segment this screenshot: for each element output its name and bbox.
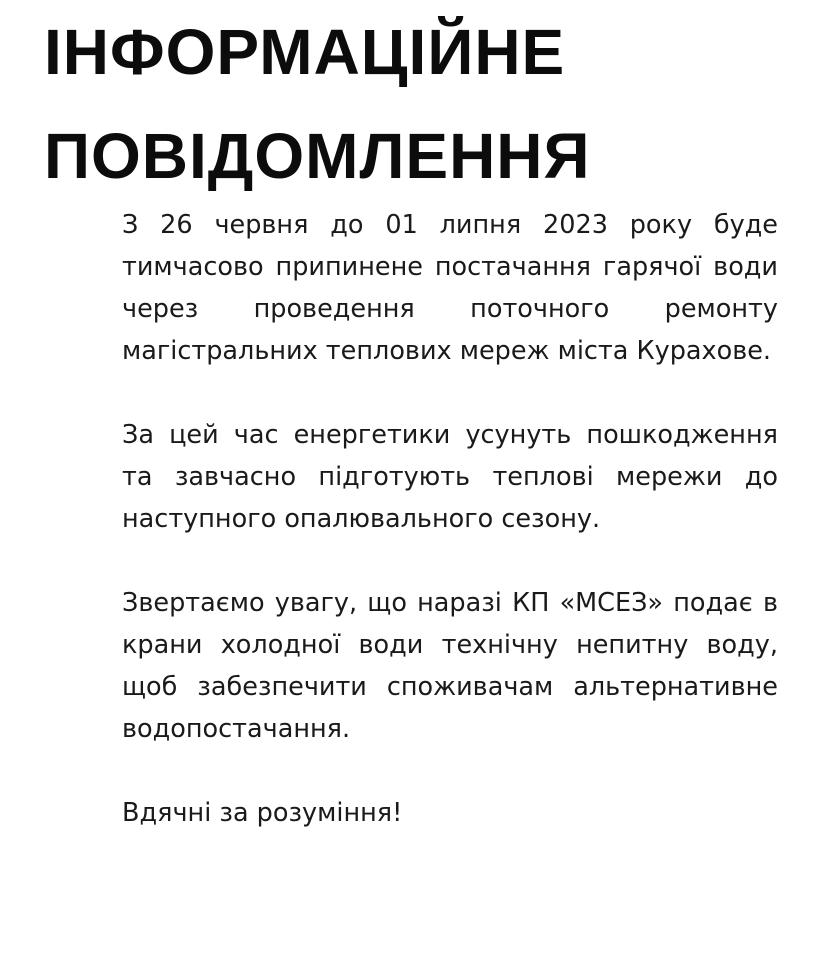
notice-title — [44, 0, 591, 208]
paragraph-outage-dates: З 26 червня до 01 липня 2023 року буде тимчасово припинене постачання гарячої води через проведення поточного ремонту магістральних теплових мереж міста Курахове. — [122, 210, 778, 366]
paragraph-repair-work: За цей час енергетики усунуть пошкодження та завчасно підготують теплові мережи до наступного опалювального сезону. — [122, 420, 778, 534]
paragraph-thanks: Вдячні за розуміння! — [122, 798, 403, 828]
notice-title-line-2: ПОВІДОМЛЕННЯ — [44, 120, 591, 192]
paragraph-technical-water: Звертаємо увагу, що наразі КП «МСЕЗ» подає в крани холодної води технічну непитну воду, щоб забезпечити споживачам альтернативне водопостачання. — [122, 588, 778, 744]
notice-body — [122, 204, 778, 876]
notice-title-line-1: ІНФОРМАЦІЙНЕ — [44, 16, 566, 88]
